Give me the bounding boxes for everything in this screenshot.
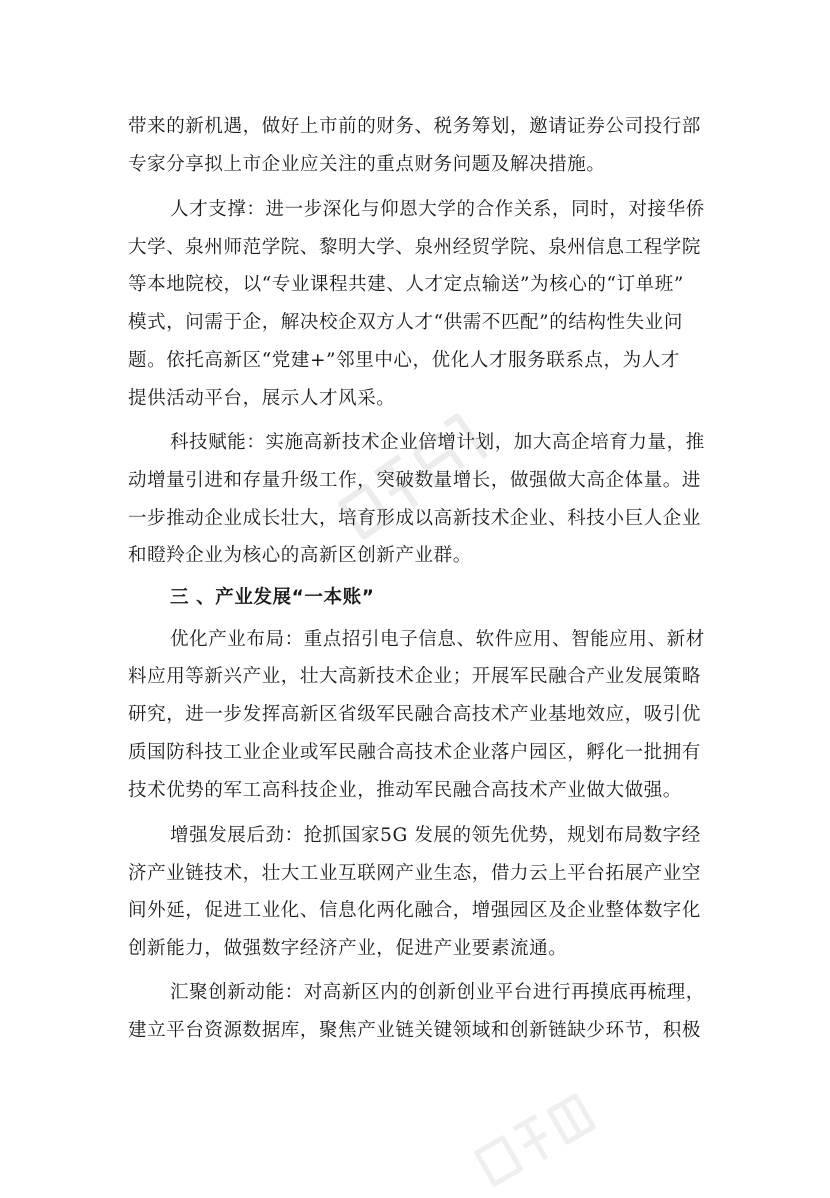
paragraph-line: 大学、泉州师范学院、黎明大学、泉州经贸学院、泉州信息工程学院 (128, 237, 702, 258)
paragraph-line: 等本地院校，以“专业课程共建、人才定点输送”为核心的“订单班” (128, 274, 684, 295)
paragraph-line: 创新能力，做强数字经济产业，促进产业要素流通。 (128, 938, 568, 959)
paragraph-line: 题。依托高新区“党建+”邻里中心，优化人才服务联系点，为人才 (128, 350, 680, 371)
paragraph-line: 济产业链技术，壮大工业互联网产业生态，借力云上平台拓展产业空 (128, 863, 702, 884)
paragraph-line: 技术优势的军工高科技企业，推动军民融合高技术产业做大做强。 (128, 780, 682, 801)
paragraph-line: 人才支撑：进一步深化与仰恩大学的合作关系，同时，对接华侨 (170, 199, 705, 220)
paragraph-line: 带来的新机遇，做好上市前的财务、税务筹划，邀请证券公司投行部 (128, 116, 702, 137)
paragraph-line: 间外延，促进工业化、信息化两化融合，增强园区及企业整体数字化 (128, 900, 702, 921)
paragraph-line: 科技赋能：实施高新技术企业倍增计划，加大高企培育力量，推 (170, 432, 705, 453)
paragraph-line: 料应用等新兴产业，壮大高新技术企业；开展军民融合产业发展策略 (128, 666, 702, 687)
paragraph-line: 模式，问需于企，解决校企双方人才“供需不匹配”的结构性失业问 (128, 312, 683, 333)
paragraph-line: 汇聚创新动能：对高新区内的创新创业平台进行再摸底再梳理， (170, 982, 705, 1003)
paragraph-line: 质国防科技工业企业或军民融合高技术企业落户园区，孵化一批拥有 (128, 742, 702, 763)
paragraph-line: 一步推动企业成长壮大，培育形成以高新技术企业、科技小巨人企业 (128, 508, 702, 529)
paragraph-line: 专家分享拟上市企业应关注的重点财务问题及解决措施。 (128, 154, 606, 175)
paragraph-line: 优化产业布局：重点招引电子信息、软件应用、智能应用、新材 (170, 629, 705, 650)
paragraph-line: 增强发展后劲：抢抓国家5G 发展的领先优势，规划布局数字经 (170, 825, 701, 846)
paragraph-line: 研究，进一步发挥高新区省级军民融合高技术产业基地效应，吸引优 (128, 704, 702, 725)
paragraph-line: 动增量引进和存量升级工作，突破数量增长，做强做大高企体量。进 (128, 470, 702, 491)
paragraph-line: 建立平台资源数据库，聚焦产业链关键领域和创新链缺少环节，积极 (128, 1020, 702, 1041)
paragraph-line: 提供活动平台，展示人才风采。 (128, 388, 396, 409)
paragraph-line: 和瞪羚企业为核心的高新区创新产业群。 (128, 545, 472, 566)
watermark-logo-bottom (464, 1082, 607, 1198)
section-heading: 三 、产业发展“一本账” (170, 587, 375, 608)
